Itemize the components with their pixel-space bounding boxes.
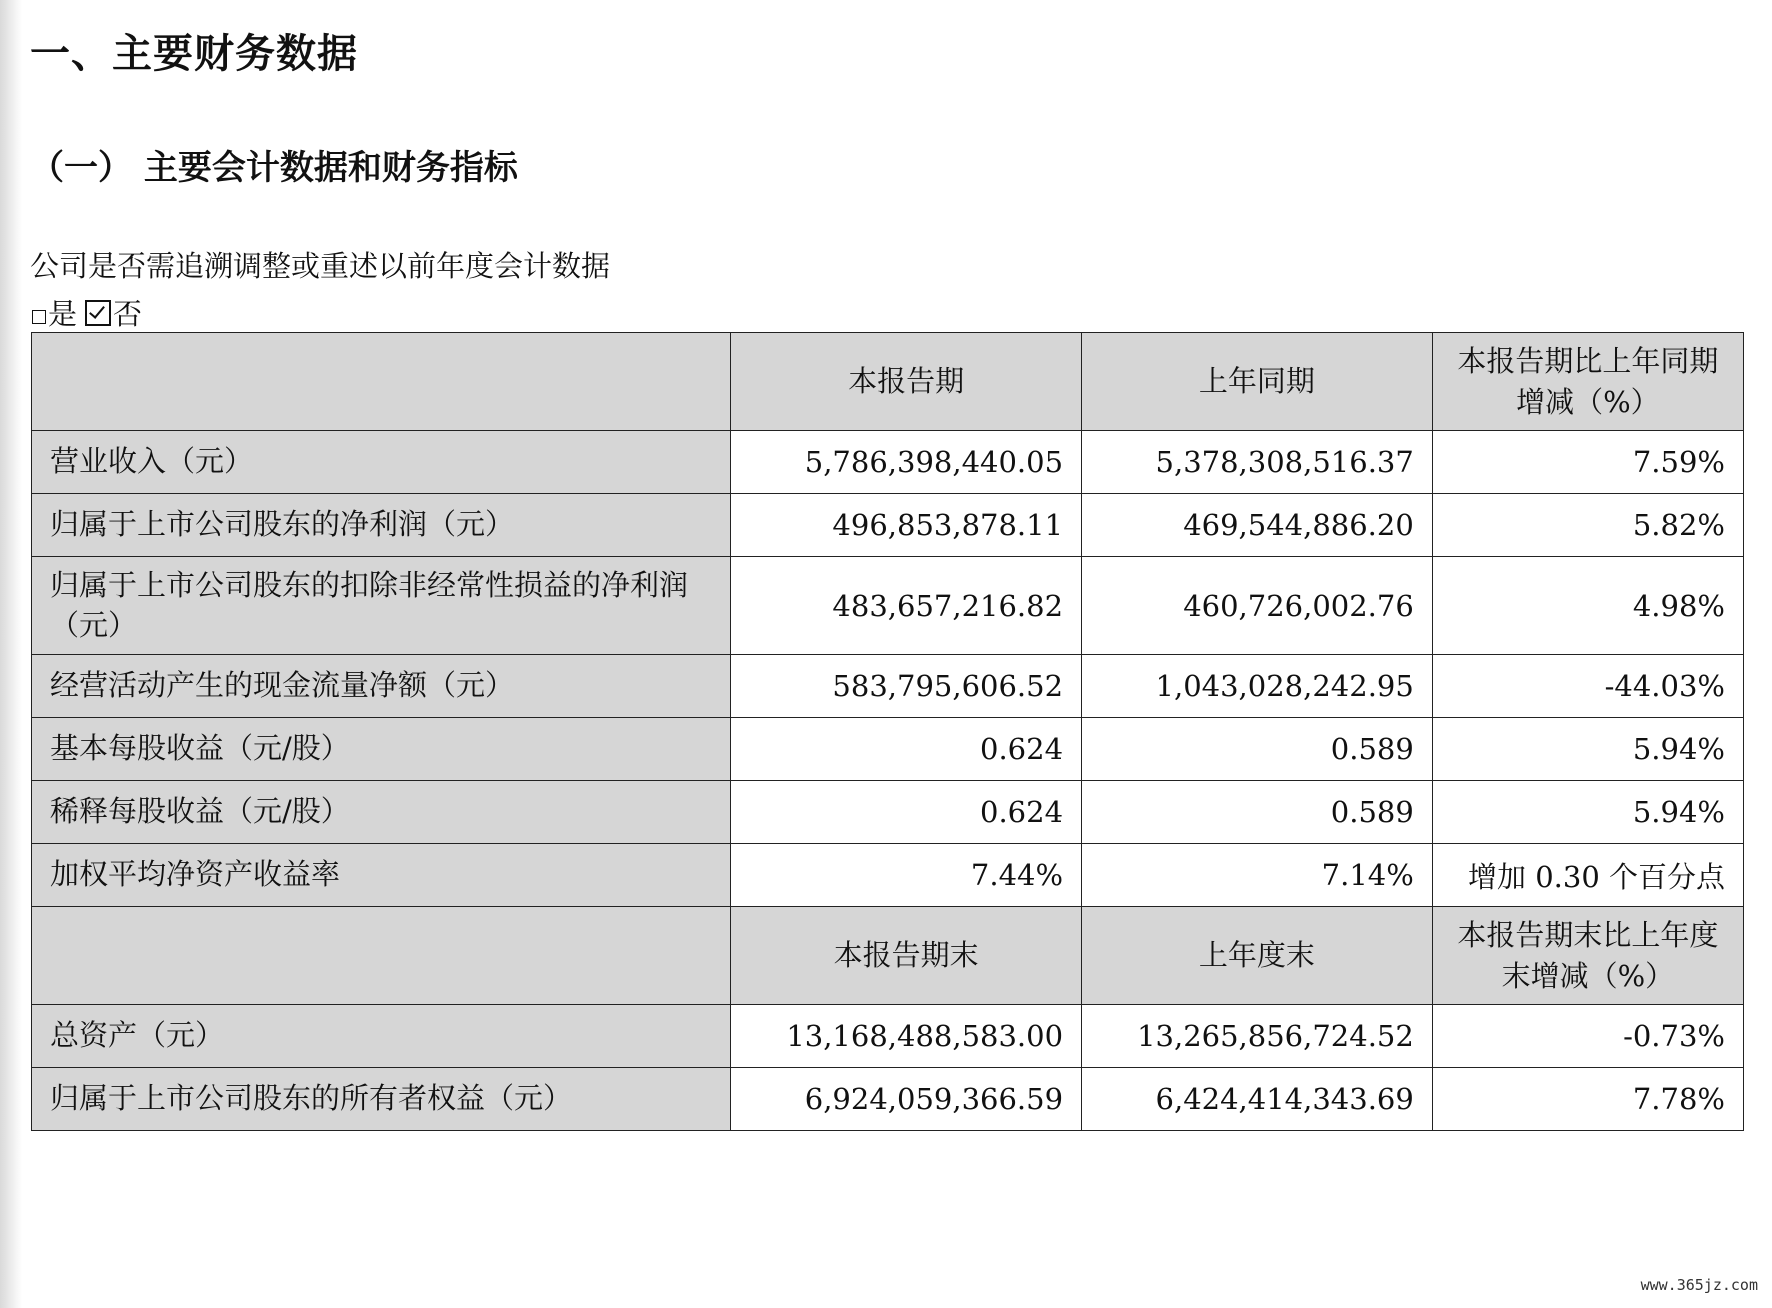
row-label: 归属于上市公司股东的所有者权益（元）: [32, 1068, 731, 1131]
table-row: [32, 844, 1744, 907]
change-value: 5.94%: [1432, 718, 1743, 781]
subsection-heading: （一） 主要会计数据和财务指标: [30, 148, 518, 188]
table-row: [32, 781, 1744, 844]
header-cell-current-period: 本报告期: [731, 333, 1082, 431]
current-value: 13,168,488,583.00: [731, 1005, 1082, 1068]
row-label: 归属于上市公司股东的净利润（元）: [32, 494, 731, 557]
header-cell-blank: [32, 907, 731, 1005]
prior-value: 469,544,886.20: [1082, 494, 1433, 557]
row-label: 营业收入（元）: [32, 431, 731, 494]
table-row: [32, 655, 1744, 718]
change-value: 增加 0.30 个百分点: [1432, 844, 1743, 907]
prior-value: 6,424,414,343.69: [1082, 1068, 1433, 1131]
change-value: 4.98%: [1432, 557, 1743, 655]
option-yes-label: 是: [48, 297, 78, 331]
current-value: 583,795,606.52: [731, 655, 1082, 718]
change-value: 5.82%: [1432, 494, 1743, 557]
table-header-row: [32, 907, 1744, 1005]
section-heading: 一、主要财务数据: [30, 31, 358, 77]
current-value: 0.624: [731, 781, 1082, 844]
prior-value: 0.589: [1082, 718, 1433, 781]
row-label: 基本每股收益（元/股）: [32, 718, 731, 781]
table-row: [32, 718, 1744, 781]
header-cell-blank: [32, 333, 731, 431]
row-label: 经营活动产生的现金流量净额（元）: [32, 655, 731, 718]
change-value: 7.59%: [1432, 431, 1743, 494]
watermark: www.365jz.com: [1640, 1276, 1758, 1294]
table-row: [32, 1068, 1744, 1131]
unchecked-box-icon: [32, 310, 46, 324]
table-row: [32, 431, 1744, 494]
change-value: 5.94%: [1432, 781, 1743, 844]
current-value: 0.624: [731, 718, 1082, 781]
page-edge-shadow: [0, 0, 22, 1308]
current-value: 6,924,059,366.59: [731, 1068, 1082, 1131]
current-value: 7.44%: [731, 844, 1082, 907]
prior-value: 7.14%: [1082, 844, 1433, 907]
current-value: 496,853,878.11: [731, 494, 1082, 557]
checked-box-icon: [85, 300, 111, 326]
row-label: 稀释每股收益（元/股）: [32, 781, 731, 844]
header-cell-prior-year-end: 上年度末: [1082, 907, 1433, 1005]
current-value: 5,786,398,440.05: [731, 431, 1082, 494]
prior-value: 5,378,308,516.37: [1082, 431, 1433, 494]
change-value: -0.73%: [1432, 1005, 1743, 1068]
prior-value: 0.589: [1082, 781, 1433, 844]
restatement-question: 公司是否需追溯调整或重述以前年度会计数据: [30, 249, 611, 283]
header-cell-change: 本报告期比上年同期增减（%）: [1432, 333, 1743, 431]
header-cell-change: 本报告期末比上年度末增减（%）: [1432, 907, 1743, 1005]
prior-value: 13,265,856,724.52: [1082, 1005, 1433, 1068]
table-row: [32, 494, 1744, 557]
option-no-label: 否: [113, 297, 143, 331]
current-value: 483,657,216.82: [731, 557, 1082, 655]
table-row: [32, 557, 1744, 655]
row-label: 归属于上市公司股东的扣除非经常性损益的净利润（元）: [32, 557, 731, 655]
row-label: 总资产（元）: [32, 1005, 731, 1068]
header-cell-prior-period: 上年同期: [1082, 333, 1433, 431]
prior-value: 460,726,002.76: [1082, 557, 1433, 655]
restatement-options: [30, 292, 142, 333]
change-value: 7.78%: [1432, 1068, 1743, 1131]
table-row: [32, 1005, 1744, 1068]
row-label: 加权平均净资产收益率: [32, 844, 731, 907]
table-header-row: [32, 333, 1744, 431]
financial-data-table: [31, 332, 1744, 1131]
prior-value: 1,043,028,242.95: [1082, 655, 1433, 718]
change-value: -44.03%: [1432, 655, 1743, 718]
header-cell-period-end: 本报告期末: [731, 907, 1082, 1005]
